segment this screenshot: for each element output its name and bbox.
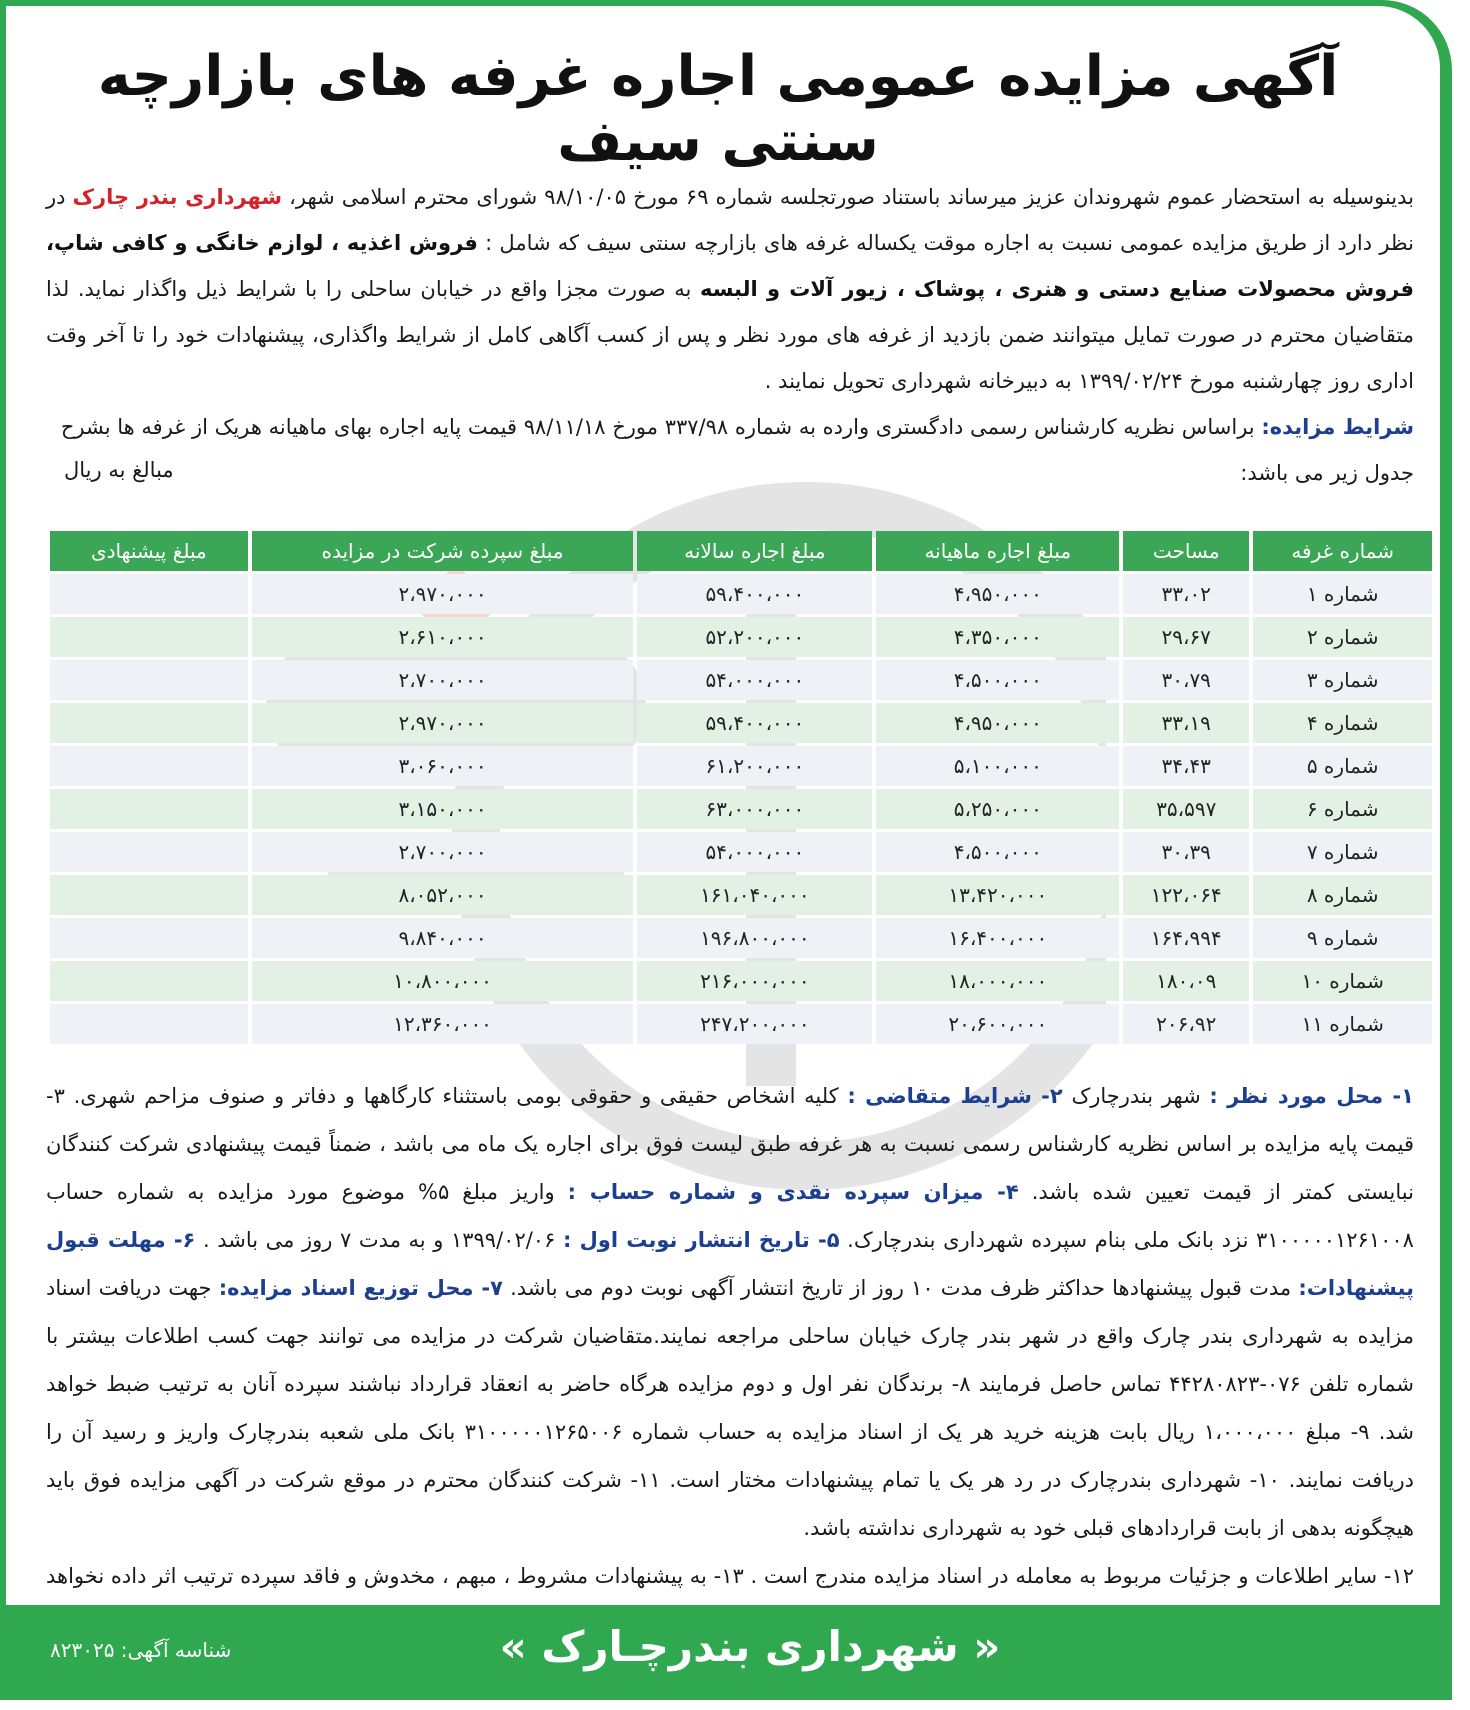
table-row bbox=[50, 832, 1432, 872]
cell-booth-number: شماره ۹ bbox=[1253, 918, 1432, 958]
page-title: آگهی مزایده عمومی اجاره غرفه های بازارچه سنتی سیف bbox=[97, 44, 1339, 174]
cell-area: ۱۲۲،۰۶۴ bbox=[1123, 875, 1249, 915]
cell-proposed-amount bbox=[50, 660, 248, 700]
intro-text-1: بدینوسیله به استحضار عموم شهروندان عزیز میرساند باستناد صورتجلسه شماره ۶۹ مورخ ۹۸/۱۰/۰۵ شورای محترم اسلامی شهر، bbox=[289, 185, 1414, 209]
table-row bbox=[50, 574, 1432, 614]
cell-monthly-rent: ۵،۱۰۰،۰۰۰ bbox=[876, 746, 1119, 786]
cell-proposed-amount bbox=[50, 875, 248, 915]
cell-annual-rent: ۵۹،۴۰۰،۰۰۰ bbox=[637, 703, 872, 743]
conditions-paragraph bbox=[46, 404, 1414, 496]
cell-booth-number: شماره ۲ bbox=[1253, 617, 1432, 657]
footer-municipality-name: « شهرداری بندرچـارک » bbox=[499, 1622, 1001, 1671]
cell-annual-rent: ۲۱۶،۰۰۰،۰۰۰ bbox=[637, 961, 872, 1001]
cell-area: ۳۵،۵۹۷ bbox=[1123, 789, 1249, 829]
cell-booth-number: شماره ۱۰ bbox=[1253, 961, 1432, 1001]
cell-deposit: ۲،۷۰۰،۰۰۰ bbox=[252, 660, 634, 700]
cell-proposed-amount bbox=[50, 746, 248, 786]
cell-booth-number: شماره ۳ bbox=[1253, 660, 1432, 700]
cell-area: ۱۶۴،۹۹۴ bbox=[1123, 918, 1249, 958]
cell-deposit: ۱۰،۸۰۰،۰۰۰ bbox=[252, 961, 634, 1001]
booth-rent-table bbox=[46, 528, 1436, 1047]
term-2-text: کلیه اشخاص حقیقی و حقوقی بومی باستثناء کارگاهها و دفاتر و صنوف مزاحم شهری. bbox=[73, 1084, 839, 1108]
cell-monthly-rent: ۱۸،۰۰۰،۰۰۰ bbox=[876, 961, 1119, 1001]
cell-booth-number: شماره ۵ bbox=[1253, 746, 1432, 786]
cell-deposit: ۳،۱۵۰،۰۰۰ bbox=[252, 789, 634, 829]
products-highlight: فروش اغذیه ، لوازم خانگی و کافی شاپ، فروش محصولات صنایع دستی و هنری ، پوشاک ، زیور آلات و البسه bbox=[46, 231, 1414, 301]
cell-booth-number: شماره ۱ bbox=[1253, 574, 1432, 614]
cell-monthly-rent: ۴،۵۰۰،۰۰۰ bbox=[876, 660, 1119, 700]
cell-area: ۲۰۶،۹۲ bbox=[1123, 1004, 1249, 1044]
cell-booth-number: شماره ۶ bbox=[1253, 789, 1432, 829]
cell-proposed-amount bbox=[50, 832, 248, 872]
cell-monthly-rent: ۱۳،۴۲۰،۰۰۰ bbox=[876, 875, 1119, 915]
cell-monthly-rent: ۱۶،۴۰۰،۰۰۰ bbox=[876, 918, 1119, 958]
term-4-text: واریز مبلغ ۵% موضوع مورد مزایده به شماره حساب ۳۱۰۰۰۰۰۱۲۶۱۰۰۸ نزد بانک ملی بنام سپرده شهرداری بندرچارک. bbox=[46, 1180, 1414, 1252]
cell-monthly-rent: ۴،۹۵۰،۰۰۰ bbox=[876, 574, 1119, 614]
term-7-text: جهت دریافت اسناد مزایده به شهرداری بندر چارک واقع در شهر بندر چارک خیابان ساحلی مراجعه نمایند.متقاضیان شرکت در مزایده می توانند جهت کسب اطلاعات بیشتر با شماره تلفن ۰۷۶-۴۴۲۸۰۸۲۳ تماس حاصل فرمایند bbox=[46, 1276, 1414, 1396]
currency-unit-note: مبالغ به ریال bbox=[64, 458, 174, 482]
cell-annual-rent: ۶۳،۰۰۰،۰۰۰ bbox=[637, 789, 872, 829]
cell-proposed-amount bbox=[50, 918, 248, 958]
footer-ad-id: شناسه آگهی: ۸۲۳۰۲۵ bbox=[50, 1638, 232, 1662]
cell-proposed-amount bbox=[50, 961, 248, 1001]
cell-annual-rent: ۲۴۷،۲۰۰،۰۰۰ bbox=[637, 1004, 872, 1044]
header-monthly-rent: مبلغ اجاره ماهیانه bbox=[876, 531, 1119, 571]
term-9-text: ۹- مبلغ ۱،۰۰۰،۰۰۰ ریال بابت هزینه خرید هر یک از اسناد مزایده به حساب شماره ۳۱۰۰۰۰۰۱۲۶۵۰۰۶ بانک ملی شعبه بندرچارک واریز و رسید آن را دریافت نمایند. bbox=[46, 1420, 1414, 1492]
table-row bbox=[50, 1004, 1432, 1044]
term-2-label: ۲- شرایط متقاضی : bbox=[847, 1084, 1063, 1108]
intro-paragraph bbox=[46, 174, 1414, 404]
cell-annual-rent: ۵۴،۰۰۰،۰۰۰ bbox=[637, 832, 872, 872]
cell-monthly-rent: ۵،۲۵۰،۰۰۰ bbox=[876, 789, 1119, 829]
cell-booth-number: شماره ۸ bbox=[1253, 875, 1432, 915]
table-row bbox=[50, 918, 1432, 958]
term-5-label: ۵- تاریخ انتشار نوبت اول : bbox=[562, 1228, 840, 1252]
cell-deposit: ۲،۹۷۰،۰۰۰ bbox=[252, 703, 634, 743]
term-6-text: مدت قبول پیشنهادها حداکثر ظرف مدت ۱۰ روز از تاریخ انتشار آگهی نوبت دوم می باشد. bbox=[510, 1276, 1292, 1300]
header-booth-number: شماره غرفه bbox=[1253, 531, 1432, 571]
cell-deposit: ۹،۸۴۰،۰۰۰ bbox=[252, 918, 634, 958]
table-row bbox=[50, 746, 1432, 786]
table-header-row bbox=[50, 531, 1432, 571]
term-5-text: ۱۳۹۹/۰۲/۰۶ و به مدت ۷ روز می باشد . bbox=[202, 1228, 556, 1252]
table-row bbox=[50, 789, 1432, 829]
cell-monthly-rent: ۴،۵۰۰،۰۰۰ bbox=[876, 832, 1119, 872]
header-proposed-amount: مبلغ پیشنهادی bbox=[50, 531, 248, 571]
term-6-label: ۶- مهلت قبول پیشنهادات: bbox=[46, 1228, 1414, 1300]
table-row bbox=[50, 961, 1432, 1001]
cell-area: ۳۳،۱۹ bbox=[1123, 703, 1249, 743]
cell-deposit: ۱۲،۳۶۰،۰۰۰ bbox=[252, 1004, 634, 1044]
table-row bbox=[50, 617, 1432, 657]
cell-proposed-amount bbox=[50, 703, 248, 743]
term-4-label: ۴- میزان سپرده نقدی و شماره حساب : bbox=[567, 1180, 1019, 1204]
cell-monthly-rent: ۴،۳۵۰،۰۰۰ bbox=[876, 617, 1119, 657]
header-area: مساحت bbox=[1123, 531, 1249, 571]
conditions-text: براساس نظریه کارشناس رسمی دادگستری وارده به شماره ۳۳۷/۹۸ مورخ ۹۸/۱۱/۱۸ قیمت پایه اجاره بهای ماهیانه هریک از غرفه ها بشرح جدول زیر می باشد: bbox=[60, 415, 1414, 485]
cell-monthly-rent: ۴،۹۵۰،۰۰۰ bbox=[876, 703, 1119, 743]
header-annual-rent: مبلغ اجاره سالانه bbox=[637, 531, 872, 571]
cell-annual-rent: ۱۶۱،۰۴۰،۰۰۰ bbox=[637, 875, 872, 915]
table-row bbox=[50, 875, 1432, 915]
cell-booth-number: شماره ۱۱ bbox=[1253, 1004, 1432, 1044]
term-3-text: ۳- قیمت پایه مزایده بر اساس نظریه کارشناس رسمی نسبت به هر غرفه طبق لیست فوق برای اجاره یک ماه می باشد ، ضمناً قیمت پیشنهادی شرکت کنندگان نبایستی کمتر از قیمت تعیین شده باشد. bbox=[46, 1084, 1414, 1204]
term-1-text: شهر بندرچارک bbox=[1071, 1084, 1201, 1108]
cell-proposed-amount bbox=[50, 617, 248, 657]
cell-proposed-amount bbox=[50, 1004, 248, 1044]
cell-area: ۱۸۰،۰۹ bbox=[1123, 961, 1249, 1001]
cell-area: ۳۰،۳۹ bbox=[1123, 832, 1249, 872]
cell-booth-number: شماره ۷ bbox=[1253, 832, 1432, 872]
cell-monthly-rent: ۲۰،۶۰۰،۰۰۰ bbox=[876, 1004, 1119, 1044]
cell-deposit: ۲،۶۱۰،۰۰۰ bbox=[252, 617, 634, 657]
term-13-text: ۱۳- به پیشنهادات مشروط ، مبهم ، مخدوش و فاقد سپرده ترتیب اثر داده نخواهد bbox=[46, 1564, 744, 1588]
term-12-text: ۱۲- سایر اطلاعات و جزئیات مربوط به معامله در اسناد مزایده مندرج است . bbox=[750, 1564, 1414, 1588]
cell-deposit: ۲،۷۰۰،۰۰۰ bbox=[252, 832, 634, 872]
term-1-label: ۱- محل مورد نظر : bbox=[1209, 1084, 1414, 1108]
table-row bbox=[50, 660, 1432, 700]
conditions-label: شرایط مزایده: bbox=[1261, 415, 1414, 439]
cell-area: ۲۹،۶۷ bbox=[1123, 617, 1249, 657]
cell-annual-rent: ۵۲،۲۰۰،۰۰۰ bbox=[637, 617, 872, 657]
cell-area: ۳۰،۷۹ bbox=[1123, 660, 1249, 700]
cell-annual-rent: ۶۱،۲۰۰،۰۰۰ bbox=[637, 746, 872, 786]
header-deposit: مبلغ سپرده شرکت در مزایده bbox=[252, 531, 634, 571]
terms-section bbox=[46, 1072, 1414, 1605]
cell-deposit: ۸،۰۵۲،۰۰۰ bbox=[252, 875, 634, 915]
intro-text-3: به صورت مجزا واقع در خیابان ساحلی را با شرایط ذیل واگذار نماید. لذا متقاضیان محترم در صورت تمایل میتوانند ضمن بازدید از غرفه های مورد نظر و پس از کسب آگاهی کامل از شرایط واگذاری، پیشنهادات خود را تا آخر وقت اداری روز چهارشنبه مورخ ۱۳۹۹/۰۲/۲۴ به دبیرخانه شهرداری تحویل نمایند . bbox=[46, 277, 1414, 393]
municipality-highlight: شهرداری بندر چارک bbox=[72, 185, 283, 209]
cell-deposit: ۲،۹۷۰،۰۰۰ bbox=[252, 574, 634, 614]
cell-deposit: ۳،۰۶۰،۰۰۰ bbox=[252, 746, 634, 786]
cell-booth-number: شماره ۴ bbox=[1253, 703, 1432, 743]
cell-proposed-amount bbox=[50, 789, 248, 829]
term-10-text: ۱۰- شهرداری بندرچارک در رد هر یک یا تمام پیشنهادات مختار است. bbox=[669, 1468, 1280, 1492]
cell-area: ۳۳،۰۲ bbox=[1123, 574, 1249, 614]
table-row bbox=[50, 703, 1432, 743]
cell-annual-rent: ۵۴،۰۰۰،۰۰۰ bbox=[637, 660, 872, 700]
cell-proposed-amount bbox=[50, 574, 248, 614]
notice-paper bbox=[6, 6, 1440, 1605]
cell-annual-rent: ۱۹۶،۸۰۰،۰۰۰ bbox=[637, 918, 872, 958]
term-11-text: ۱۱- شرکت کنندگان محترم در موقع شرکت در آگهی مزایده فوق باید هیچگونه بدهی از بابت قراردادهای قبلی خود به شهرداری نداشته باشد. bbox=[46, 1468, 1414, 1540]
intro-text-2: در نظر دارد از طریق مزایده عمومی نسبت به اجاره موقت یکساله غرفه های بازارچه سنتی سیف که شامل : bbox=[46, 185, 1414, 255]
cell-annual-rent: ۵۹،۴۰۰،۰۰۰ bbox=[637, 574, 872, 614]
cell-area: ۳۴،۴۳ bbox=[1123, 746, 1249, 786]
term-8-text: ۸- برندگان نفر اول و دوم مزایده هرگاه حاضر به انعقاد قرارداد نباشند سپرده آنان به ترتیب ضبط خواهد شد. bbox=[46, 1372, 1414, 1444]
term-7-label: ۷- محل توزیع اسناد مزایده: bbox=[218, 1276, 503, 1300]
